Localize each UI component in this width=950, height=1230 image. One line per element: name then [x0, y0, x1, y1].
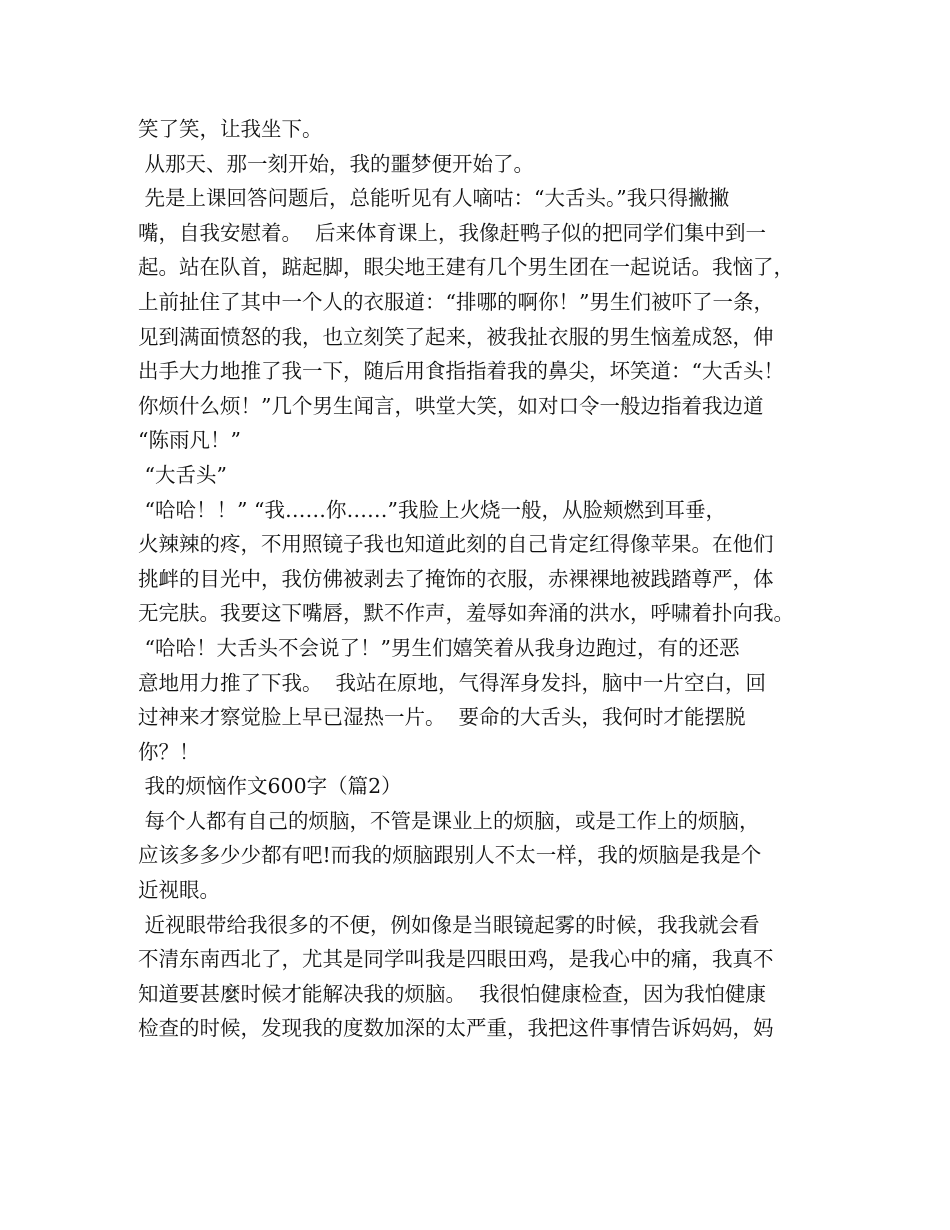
text-line: 近视眼带给我很多的不便，例如像是当眼镜起雾的时候，我我就会看	[138, 912, 760, 937]
text-line: 知道要甚麼时候才能解决我的烦脑。 我很怕健康检查，因为我怕健康	[138, 981, 767, 1006]
text-line: 见到满面愤怒的我，也立刻笑了起来，被我扯衣服的男生恼羞成怒，伸	[138, 324, 774, 349]
text-line: 从那天、那一刻开始，我的噩梦便开始了。	[138, 151, 535, 176]
text-line: “哈哈！！” “我……你……”我脸上火烧一般，从脸颊燃到耳垂，	[138, 497, 726, 522]
text-line: 火辣辣的疼，不用照镜子我也知道此刻的自己肯定红得像苹果。在他们	[138, 532, 774, 557]
text-line: 过神来才察觉脸上早已湿热一片。 要命的大舌头，我何时才能摆脱	[138, 705, 746, 730]
text-line: 应该多多少少都有吧!而我的烦脑跟别人不太一样，我的烦脑是我是个	[138, 843, 762, 868]
text-line: 无完肤。我要这下嘴唇，默不作声，羞辱如奔涌的洪水，呼啸着扑向我。	[138, 601, 794, 626]
text-line: 检查的时候，发现我的度数加深的太严重，我把这件事情告诉妈妈，妈	[138, 1016, 774, 1041]
text-line: 挑衅的目光中，我仿佛被剥去了掩饰的衣服，赤裸裸地被践踏尊严，体	[138, 566, 774, 591]
text-line: 每个人都有自己的烦脑，不管是课业上的烦脑，或是工作上的烦脑，	[138, 808, 760, 833]
text-line: 上前扯住了其中一个人的衣服道：“排哪的啊你！”男生们被吓了一条，	[138, 289, 774, 314]
text-line: “哈哈！大舌头不会说了！”男生们嬉笑着从我身边跑过，有的还恶	[138, 635, 740, 660]
text-line: “大舌头”	[138, 462, 227, 487]
text-line: 你烦什么烦！”几个男生闻言，哄堂大笑，如对口令一般边指着我边道	[138, 393, 764, 418]
text-line: 先是上课回答问题后，总能听见有人嘀咕：“大舌头。”我只得撇撇	[138, 186, 730, 211]
text-line: 你？！	[138, 739, 200, 764]
section-heading: 我的烦恼作文600字（篇2）	[138, 774, 402, 799]
text-line: 近视眼。	[138, 878, 220, 903]
text-line: “陈雨凡！”	[138, 428, 241, 453]
text-line: 嘴，自我安慰着。 后来体育课上，我像赶鸭子似的把同学们集中到一	[138, 220, 767, 245]
text-line: 笑了笑，让我坐下。	[138, 117, 323, 141]
text-line: 不清东南西北了，尤其是同学叫我是四眼田鸡，是我心中的痛，我真不	[138, 947, 774, 972]
text-line: 意地用力推了下我。 我站在原地，气得浑身发抖，脑中一片空白，回	[138, 670, 767, 695]
essay-body	[138, 112, 828, 1046]
text-line: 出手大力地推了我一下，随后用食指指着我的鼻尖，坏笑道：“大舌头！	[138, 359, 784, 384]
text-line: 起。站在队首，踮起脚，眼尖地王建有几个男生团在一起说话。我恼了，	[138, 255, 794, 280]
